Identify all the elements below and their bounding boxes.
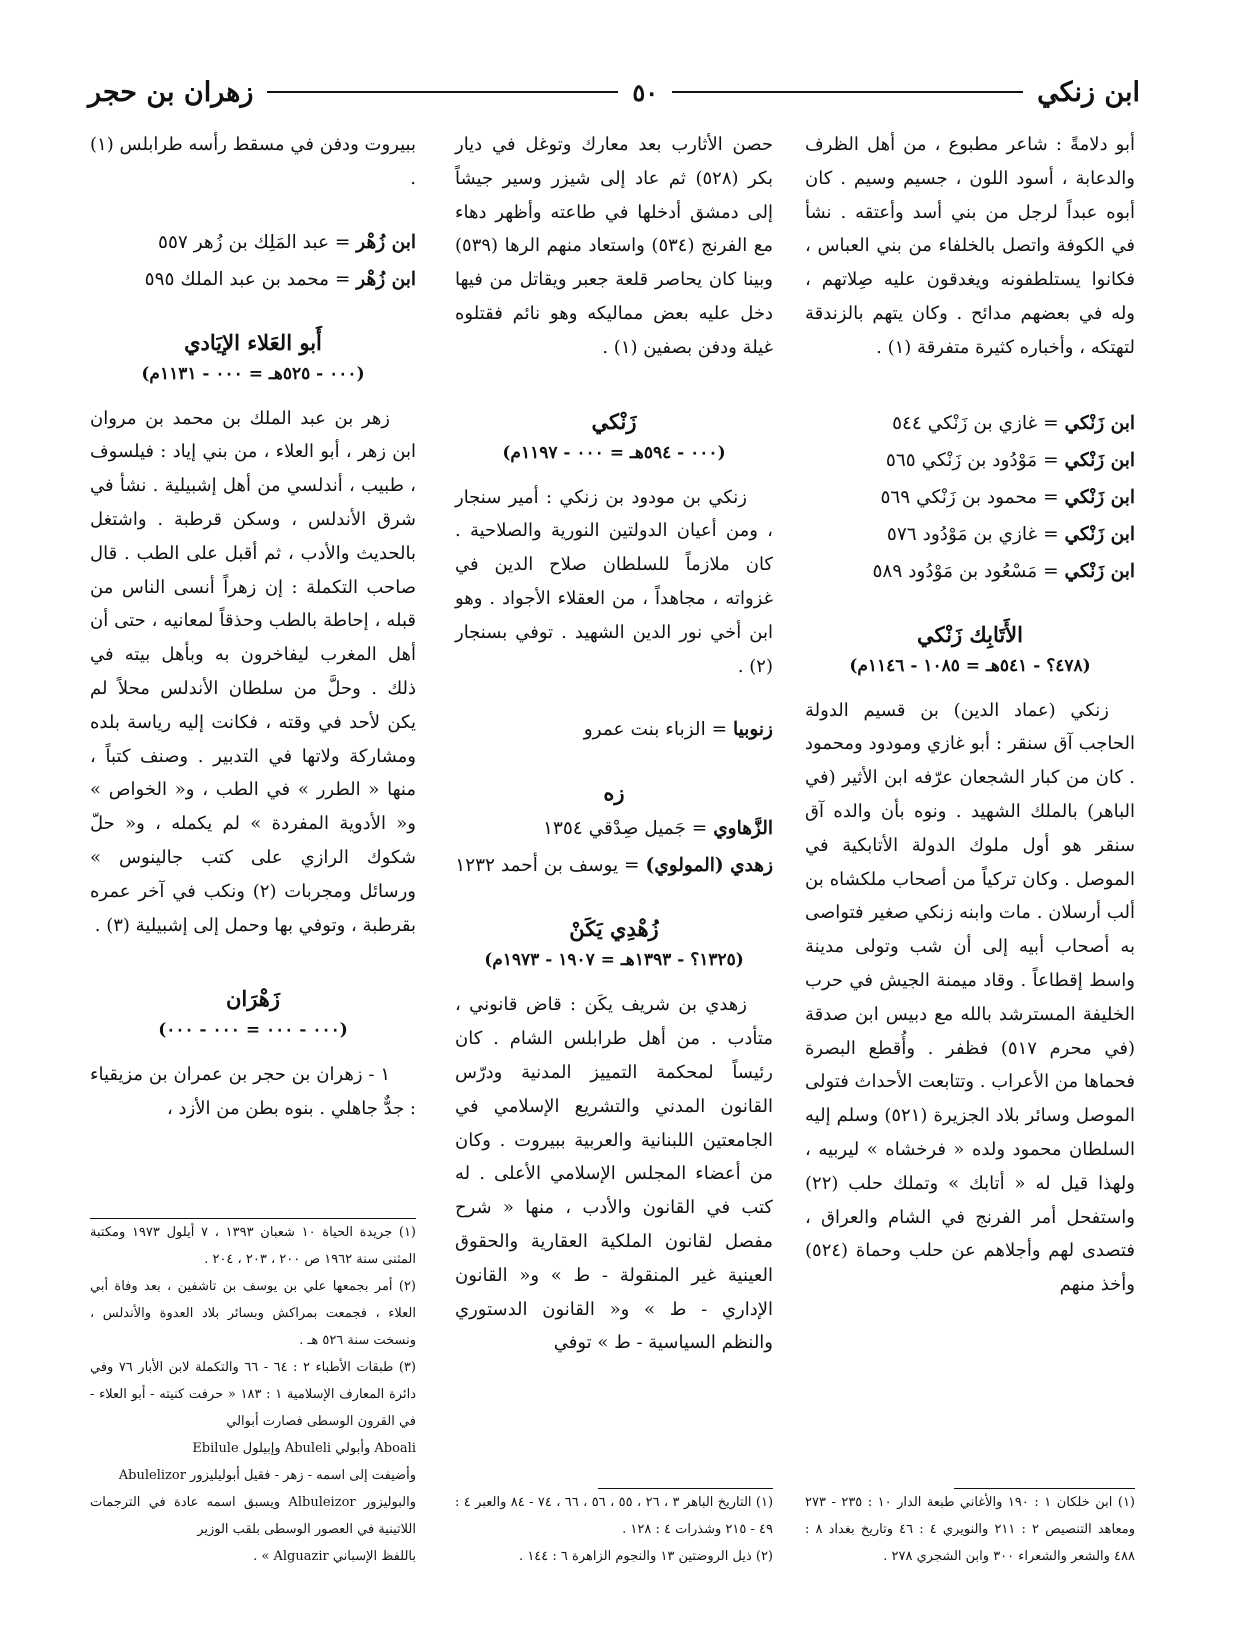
running-title-left: زهران بن حجر	[87, 76, 254, 108]
cross-reference: ابن زُهْر = عبد المَلِك بن زُهر ٥٥٧	[158, 231, 416, 253]
entry-title: زَهْرَان	[225, 986, 281, 1012]
entry-body: زهدي بن شريف يكَن : قاض قانوني ، متأدب . من أهل طرابلس الشام . كان رئيساً لمحكمة التمييز المدنية ودرّس القانون المدني والتشريع الإسلامي في الجامعتين اللبنانية والعربية ببيروت . وكان من أعضاء المجلس الإسلامي الأعلى . له كتب في القانون والأدب ، منها « شرح مفصل لقانون الملكية العقارية والحقوق العينية غير المنقولة - ط » و« القانون الإداري - ط » و« القانون الدستوري والنظم السياسية - ط » توفي	[455, 994, 773, 1354]
cross-reference: ابن زَنْكي = مَوْدُود بن زَنْكي ٥٦٥	[885, 449, 1135, 471]
header-rule-left	[267, 91, 618, 93]
footnote-continuation: باللفظ الإسباني Alguazir » .	[253, 1549, 416, 1564]
entry-body: ١ - زهران بن حجر بن عمران بن مزيقياء : جدٌّ جاهلي . بنوه بطن من الأزد ،	[90, 1064, 416, 1120]
entry-title: زَنْكي	[591, 408, 637, 434]
page-header	[88, 72, 1140, 112]
entry-dates: (٠٠٠ - ٥٢٥هـ = ٠٠٠ - ١١٣١م)	[141, 363, 365, 384]
middle-footnotes	[455, 1488, 773, 1570]
entry-dates: (٠٠٠ - ٥٩٤هـ = ٠٠٠ - ١١٩٧م)	[502, 442, 726, 463]
right-footnotes	[805, 1488, 1135, 1570]
page-number: ٥٠	[632, 77, 659, 107]
right-column	[805, 128, 1135, 1302]
footnote-continuation: والبوليزور Albuleizor ويسبق اسمه عادة في الترجمات اللاتينية في العصور الوسطى بلقب الوزير	[90, 1495, 416, 1537]
middle-column	[455, 128, 773, 1360]
yakan-continuation: ببيروت ودفن في مسقط رأسه طرابلس (١) .	[90, 134, 416, 189]
footnote: (٢) ذيل الروضتين ١٣ والنجوم الزاهرة ٦ : ١٤٤ .	[519, 1549, 773, 1564]
left-column	[90, 128, 416, 1126]
entry-dates: (١٣٢٥؟ - ١٣٩٣هـ = ١٩٠٧ - ١٩٧٣م)	[484, 950, 744, 971]
footnote: (١) التاريخ الباهر ٣ ، ٢٦ ، ٥٥ ، ٥٦ ، ٦٦ ، ٧٤ - ٨٤ والعبر ٤ : ٤٩ - ٢١٥ وشذرات ٤ : ١٢٨ .	[455, 1495, 774, 1537]
entry-body: زنكي (عماد الدين) بن قسيم الدولة الحاجب آق سنقر : أبو غازي ومودود ومحمود . كان من كبار الشجعان عرّفه ابن الأثير (في الباهر) بالملك الشهيد . ونوه بأن والده آق سنقر هو أول ملوك الدولة الأتابكية في الموصل . وكان تركياً من أصحاب ملكشاه بن ألب أرسلان . مات وابنه زنكي صغير فتواصى به أصحاب أبيه إلى أن شب وتولى مدينة واسط إقطاعاً . وقاد ميمنة الجيش في حرب الخليفة المسترشد بالله مع دبيس ابن صدقة (في محرم ٥١٧) فظفر . وأُقطع البصرة فحماها من الأعراب . وتتابعت الأحداث فتولى الموصل وسائر بلاد الجزيرة (٥٢١) وسلم إليه السلطان محمود ولده « فرخشاه » ليربيه ، ولهذا قيل له « أتابك » وتملك حلب (٢٢) واستفحل أمر الفرنج في الشام والعراق ، فتصدى لهم وأجلاهم عن حلب وحماة (٥٢٤) وأخذ منهم	[805, 699, 1136, 1296]
footnote: (١) ابن خلكان ١ : ١٩٠ والأغاني طبعة الدار ١٠ : ٢٣٥ - ٢٧٣ ومعاهد التنصيص ٢ : ٢١١ والنويري ٤ : ٤٦ وتاريخ بغداد ٨ : ٤٨٨ والشعر والشعراء ٣٠٠ وابن الشجري ٢٧٨ .	[805, 1495, 1135, 1564]
footnote: (١) جريدة الحياة ١٠ شعبان ١٣٩٣ ، ٧ أيلول ١٩٧٣ ومكتبة المثنى سنة ١٩٦٢ ص ٢٠٠ ، ٢٠٣ ، ٢٠٤ .	[90, 1225, 416, 1267]
entry-body: زهر بن عبد الملك بن محمد بن مروان ابن زهر ، أبو العلاء ، من بني إياد : فيلسوف ، طبيب ، أندلسي من أهل إشبيلية . نشأ في شرق الأندلس ، وسكن قرطبة . واشتغل بالحديث والأدب ، ثم أقبل على الطب . قال صاحب التكملة : إن زهراً أنسى الناس من قبله ، إحاطة بالطب وحذقاً لمعانيه ، حتى أن أهل المغرب ليفاخرون به وبأهل بيته في ذلك . وحلَّ من سلطان الأندلس محلاً لم يكن لأحد في وقته ، فكانت إليه رياسة بلده ومشاركة ولاتها في التدبير . وصنف كتباً ، منها « الطرر » في الطب ، و« الخواص » و« الأدوية المفردة » لم يكمله ، و« حلّ شكوك الرازي على كتب جالينوس » ورسائل ومجربات (٢) ونكب في آخر عمره بقرطبة ، وتوفي بها وحمل إلى إشبيلية (٣) .	[90, 407, 416, 936]
section-letters: زه	[603, 780, 625, 806]
cross-reference: الزَّهاوي = جَميل صِدْقي ١٣٥٤	[543, 818, 773, 840]
entry-title: أَبو العَلاء الإيَادي	[184, 329, 322, 355]
cross-reference: زنوبيا = الزباء بنت عمرو	[583, 719, 773, 741]
entry-dates: (٤٧٨؟ - ٥٤١هـ = ١٠٨٥ - ١١٤٦م)	[849, 655, 1091, 676]
entry-body: زنكي بن مودود بن زنكي : أمير سنجار ، ومن أعيان الدولتين النورية والصلاحية . كان ملازماً للسلطان صلاح الدين في غزواته ، مجاهداً ، من العقلاء الأجواد . وهو ابن أخي نور الدين الشهيد . توفي بسنجار (٢) .	[455, 486, 773, 677]
cross-reference: زهدي (المولوي) = يوسف بن أحمد ١٢٣٢	[455, 855, 773, 877]
atabeg-continuation: حصن الأثارب بعد معارك وتوغل في ديار بكر (٥٢٨) ثم عاد إلى شيزر وسير جيشاً إلى دمشق أدخلها في طاعته وأظهر دهاء مع الفرنج (٥٣٤) واستعاد منهم الرها (٥٣٩) وبينا كان يحاصر قلعة جعبر ويقاتل من فيها دخل عليه بعض مماليكه وهو نائم فقتلوه غيلة ودفن بصفين (١) .	[455, 134, 773, 358]
cross-reference: ابن زَنْكي = غازي بن زَنْكي ٥٤٤	[892, 412, 1135, 434]
entry-dates: (٠٠٠ - ٠٠٠ = ٠٠٠ - ٠٠٠)	[158, 1020, 348, 1041]
cross-reference: ابن زُهْر = محمد بن عبد الملك ٥٩٥	[144, 268, 416, 290]
footnote: (٣) طبقات الأطباء ٢ : ٦٤ - ٦٦ والتكملة لابن الأبار ٧٦ وفي دائرة المعارف الإسلامية ١ : ١٨٣ « حرفت كنيته - أبو العلاء - في القرون الوسطى فصارت أبوالي	[90, 1360, 416, 1429]
running-title-right: ابن زنكي	[1037, 76, 1140, 108]
cross-reference: ابن زَنْكي = مَسْعُود بن مَوْدُود ٥٨٩	[872, 560, 1135, 582]
footnote-latin-names: Aboali وأبولي Abuleli وإبيلول Ebilule	[192, 1441, 416, 1456]
cross-reference: ابن زَنْكي = غازي بن مَوْدُود ٥٧٦	[886, 523, 1135, 545]
footnote-continuation: وأضيفت إلى اسمه - زهر - فقيل أبوليليزور Abulelizor	[118, 1468, 416, 1483]
left-footnotes	[90, 1218, 416, 1570]
entry-title: الأَتَابِك زَنْكي	[917, 621, 1023, 647]
header-rule-right	[672, 91, 1023, 93]
entry-title: زُهْدِي يَكَنْ	[569, 916, 659, 942]
footnote: (٢) أمر بجمعها علي بن يوسف بن تاشفين ، بعد وفاة أبي العلاء ، فجمعت بمراكش وبسائر بلاد العدوة والأندلس ، ونسخت سنة ٥٢٦ هـ .	[90, 1279, 416, 1348]
abu-dulama-text: أبو دلامةً : شاعر مطبوع ، من أهل الظرف والدعابة ، أسود اللون ، جسيم وسيم . كان أبوه عبداً لرجل من بني أسد وأعتقه . نشأ في الكوفة واتصل بالخلفاء من بني العباس ، فكانوا يستلطفونه ويغدقون عليه صِلاتهم ، وله في بعضهم مدائح . وكان يتهم بالزندقة لتهتكه ، وأخباره كثيرة متفرقة (١) .	[805, 134, 1136, 358]
cross-reference: ابن زَنْكي = محمود بن زَنْكي ٥٦٩	[880, 486, 1135, 508]
